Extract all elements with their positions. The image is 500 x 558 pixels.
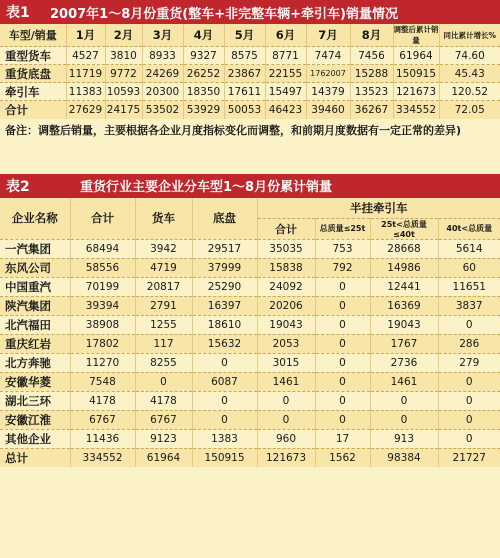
table2-cell: 58556 xyxy=(70,258,135,277)
table2-header-row xyxy=(0,198,500,219)
table2-cell: 0 xyxy=(257,410,315,429)
table1-header-cell: 8月 xyxy=(350,24,393,47)
table1-header-cell: 1月 xyxy=(66,24,105,47)
table2-cell: 0 xyxy=(315,410,370,429)
table1-cell: 50053 xyxy=(224,101,265,119)
table2-cell: 20817 xyxy=(135,277,192,296)
table2-cell: 9123 xyxy=(135,429,192,448)
table2-cell: 0 xyxy=(315,391,370,410)
table1-header-cell: 4月 xyxy=(183,24,224,47)
table2-cell: 6767 xyxy=(135,410,192,429)
table2-row xyxy=(0,258,500,277)
table2-row-label: 重庆红岩 xyxy=(0,334,70,353)
table1-row xyxy=(0,47,500,65)
table2-header-cell: 企业名称 xyxy=(0,198,70,240)
table1-row xyxy=(0,83,500,101)
table2-cell: 913 xyxy=(370,429,438,448)
table1-row-label: 牵引车 xyxy=(0,83,66,101)
table1-header-row xyxy=(0,24,500,47)
table2-cell: 61964 xyxy=(135,448,192,467)
table1-cell: 3810 xyxy=(105,47,142,65)
table2-cell: 6767 xyxy=(70,410,135,429)
table2-cell: 0 xyxy=(192,353,257,372)
table1-cell: 9327 xyxy=(183,47,224,65)
table2-cell: 68494 xyxy=(70,239,135,258)
table1-cell: 11719 xyxy=(66,65,105,83)
table1-row xyxy=(0,65,500,83)
table2-row xyxy=(0,429,500,448)
table2-row xyxy=(0,372,500,391)
table1-cell: 7456 xyxy=(350,47,393,65)
table1-row-label: 合计 xyxy=(0,101,66,119)
table1 xyxy=(0,24,500,119)
table1-cell: 150915 xyxy=(393,65,439,83)
table2-cell: 0 xyxy=(438,391,500,410)
table2-cell: 38908 xyxy=(70,315,135,334)
table2 xyxy=(0,198,500,468)
table1-cell: 20300 xyxy=(142,83,183,101)
table2-cell: 39394 xyxy=(70,296,135,315)
table1-header-cell: 车型/销量 xyxy=(0,24,66,47)
table2-cell: 19043 xyxy=(370,315,438,334)
table1-title: 2007年1～8月份重货(整车+非完整车辆+牵引车)销量情况 xyxy=(50,6,398,22)
table2-cell: 11270 xyxy=(70,353,135,372)
table1-cell: 72.05 xyxy=(454,103,485,116)
table1-cell: 39460 xyxy=(306,101,350,119)
table2-row-label: 东风公司 xyxy=(0,258,70,277)
table2-cell: 0 xyxy=(438,372,500,391)
table1-header-cell: 调整后累计销量 xyxy=(393,25,439,45)
table2-cell: 0 xyxy=(315,277,370,296)
table1-cell: 15497 xyxy=(265,83,306,101)
table2-cell: 24092 xyxy=(257,277,315,296)
table2-cell: 1461 xyxy=(257,372,315,391)
table1-cell: 53929 xyxy=(183,101,224,119)
table1-cell: 61964 xyxy=(393,47,439,65)
table2-cell: 17 xyxy=(315,429,370,448)
table2-cell: 70199 xyxy=(70,277,135,296)
table2-cell: 0 xyxy=(257,391,315,410)
table1-header-cell: 6月 xyxy=(265,24,306,47)
table2-cell: 2053 xyxy=(257,334,315,353)
table2-cell: 0 xyxy=(192,410,257,429)
table2-cell: 0 xyxy=(370,391,438,410)
table1-cell: 24175 xyxy=(105,101,142,119)
table2-cell: 16369 xyxy=(370,296,438,315)
table2-cell: 1461 xyxy=(370,372,438,391)
table2-header-group: 半挂牵引车 xyxy=(257,198,500,219)
table2-cell: 29517 xyxy=(192,239,257,258)
table1-tag: 表1 xyxy=(6,5,30,21)
table1-cell: 23867 xyxy=(224,65,265,83)
table2-cell: 0 xyxy=(438,429,500,448)
table2-cell: 0 xyxy=(315,296,370,315)
table2-row xyxy=(0,353,500,372)
table2-row-label: 湖北三环 xyxy=(0,391,70,410)
table2-cell: 98384 xyxy=(370,448,438,467)
table2-row-label: 总计 xyxy=(0,448,70,467)
table2-header-cell: 底盘 xyxy=(192,198,257,240)
table1-cell: 121673 xyxy=(393,83,439,101)
table2-cell: 4719 xyxy=(135,258,192,277)
spacer xyxy=(0,162,500,174)
table1-cell: 334552 xyxy=(393,101,439,119)
table1-note: 备注：调整后销量，主要根据各企业月度指标变化而调整，和前期月度数据有一定正常的差异) xyxy=(5,123,462,137)
table1-header-cell: 同比累计增长% xyxy=(439,24,500,47)
table2-row-label: 北汽福田 xyxy=(0,315,70,334)
table2-cell: 1767 xyxy=(370,334,438,353)
table2-cell: 3015 xyxy=(257,353,315,372)
table1-cell: 53502 xyxy=(142,101,183,119)
table1-header-cell: 3月 xyxy=(142,24,183,47)
table1-cell: 24269 xyxy=(142,65,183,83)
table2-cell: 0 xyxy=(315,372,370,391)
table2-cell: 0 xyxy=(370,410,438,429)
table2-cell: 0 xyxy=(315,334,370,353)
table1-cell: 46423 xyxy=(265,101,306,119)
table2-cell: 3942 xyxy=(135,239,192,258)
table2-cell: 21727 xyxy=(452,451,486,464)
table2-cell: 28668 xyxy=(370,239,438,258)
table2-cell: 279 xyxy=(438,353,500,372)
table1-cell: 10593 xyxy=(105,83,142,101)
table2-cell: 12441 xyxy=(370,277,438,296)
table1-header-cell: 7月 xyxy=(306,24,350,47)
table2-cell: 15632 xyxy=(192,334,257,353)
table2-header-cell: 货车 xyxy=(135,198,192,240)
table2-cell: 8255 xyxy=(135,353,192,372)
table2-row xyxy=(0,296,500,315)
table1-header-cell: 2月 xyxy=(105,24,142,47)
table2-cell: 121673 xyxy=(257,448,315,467)
table2-subheader-cell: 合计 xyxy=(257,218,315,239)
table2-cell: 11651 xyxy=(438,277,500,296)
table1-cell: 11383 xyxy=(66,83,105,101)
table2-row-label: 中国重汽 xyxy=(0,277,70,296)
table2-cell: 4178 xyxy=(135,391,192,410)
table2-row-label: 其他企业 xyxy=(0,429,70,448)
table1-cell: 18350 xyxy=(183,83,224,101)
table2-subheader-cell: 总质量≤25t xyxy=(315,218,370,239)
table1-cell: 8575 xyxy=(224,47,265,65)
table2-row xyxy=(0,391,500,410)
table2-cell: 334552 xyxy=(70,448,135,467)
table2-cell: 4178 xyxy=(70,391,135,410)
table1-cell: 15288 xyxy=(350,65,393,83)
table1-cell: 45.43 xyxy=(439,65,500,83)
table2-cell: 15838 xyxy=(257,258,315,277)
table2-cell: 16397 xyxy=(192,296,257,315)
table2-cell: 3837 xyxy=(438,296,500,315)
table2-title: 重货行业主要企业分车型1～8月份累计销量 xyxy=(80,180,333,195)
table2-cell: 753 xyxy=(315,239,370,258)
table2-cell: 117 xyxy=(135,334,192,353)
table2-row xyxy=(0,239,500,258)
table2-cell: 1562 xyxy=(315,448,370,467)
table2-cell: 0 xyxy=(315,315,370,334)
table2-cell: 2736 xyxy=(370,353,438,372)
table2-row-label: 一汽集团 xyxy=(0,239,70,258)
table2-row xyxy=(0,410,500,429)
table2-row-label: 陕汽集团 xyxy=(0,296,70,315)
table1-total-row xyxy=(0,101,500,119)
table2-cell: 0 xyxy=(438,315,500,334)
table2-cell: 20206 xyxy=(257,296,315,315)
table2-cell: 960 xyxy=(257,429,315,448)
table2-cell: 11436 xyxy=(70,429,135,448)
table2-cell: 35035 xyxy=(257,239,315,258)
table2-cell: 1255 xyxy=(135,315,192,334)
table2-subheader-cell: 40t<总质量 xyxy=(438,218,500,239)
table2-cell: 0 xyxy=(315,353,370,372)
table1-cell: 13523 xyxy=(350,83,393,101)
table1-cell: 17611 xyxy=(224,83,265,101)
table1-row-label: 重货底盘 xyxy=(0,65,66,83)
table1-cell: 120.52 xyxy=(439,83,500,101)
table1-titlebar xyxy=(0,0,500,24)
table2-cell: 17802 xyxy=(70,334,135,353)
table1-cell: 14379 xyxy=(306,83,350,101)
table1-cell: 26252 xyxy=(183,65,224,83)
table2-row xyxy=(0,315,500,334)
table2-row xyxy=(0,334,500,353)
table2-cell: 286 xyxy=(438,334,500,353)
table2-cell: 792 xyxy=(315,258,370,277)
table2-cell: 0 xyxy=(135,372,192,391)
table2-row-label: 北方奔驰 xyxy=(0,353,70,372)
table1-header-cell: 5月 xyxy=(224,24,265,47)
table2-cell: 1383 xyxy=(192,429,257,448)
table1-row-label: 重型货车 xyxy=(0,47,66,65)
table2-cell: 150915 xyxy=(192,448,257,467)
table2-cell: 60 xyxy=(438,258,500,277)
table2-cell: 0 xyxy=(192,391,257,410)
table1-cell: 8771 xyxy=(265,47,306,65)
table2-cell: 37999 xyxy=(192,258,257,277)
table1-cell: 1762007 xyxy=(306,65,350,83)
table2-cell: 14986 xyxy=(370,258,438,277)
table1-cell: 74.60 xyxy=(439,47,500,65)
table1-cell: 4527 xyxy=(66,47,105,65)
table2-titlebar xyxy=(0,174,500,198)
table1-cell: 8933 xyxy=(142,47,183,65)
table2-cell: 6087 xyxy=(192,372,257,391)
table2-cell: 19043 xyxy=(257,315,315,334)
table1-cell: 27629 xyxy=(66,101,105,119)
table2-cell: 0 xyxy=(438,410,500,429)
table2-cell: 7548 xyxy=(70,372,135,391)
table2-cell: 25290 xyxy=(192,277,257,296)
table2-total-row xyxy=(0,448,500,467)
table2-row-label: 安徽华菱 xyxy=(0,372,70,391)
table2-cell: 2791 xyxy=(135,296,192,315)
table1-cell: 9772 xyxy=(105,65,142,83)
table2-header-cell: 合计 xyxy=(70,198,135,240)
table2-tag: 表2 xyxy=(6,178,30,195)
table2-row xyxy=(0,277,500,296)
table2-cell: 5614 xyxy=(438,239,500,258)
table2-cell: 18610 xyxy=(192,315,257,334)
table1-cell: 36267 xyxy=(350,101,393,119)
table1-cell: 22155 xyxy=(265,65,306,83)
table2-subheader-cell: 25t<总质量≤40t xyxy=(370,218,438,239)
table1-cell: 7474 xyxy=(306,47,350,65)
table2-row-label: 安徽江淮 xyxy=(0,410,70,429)
